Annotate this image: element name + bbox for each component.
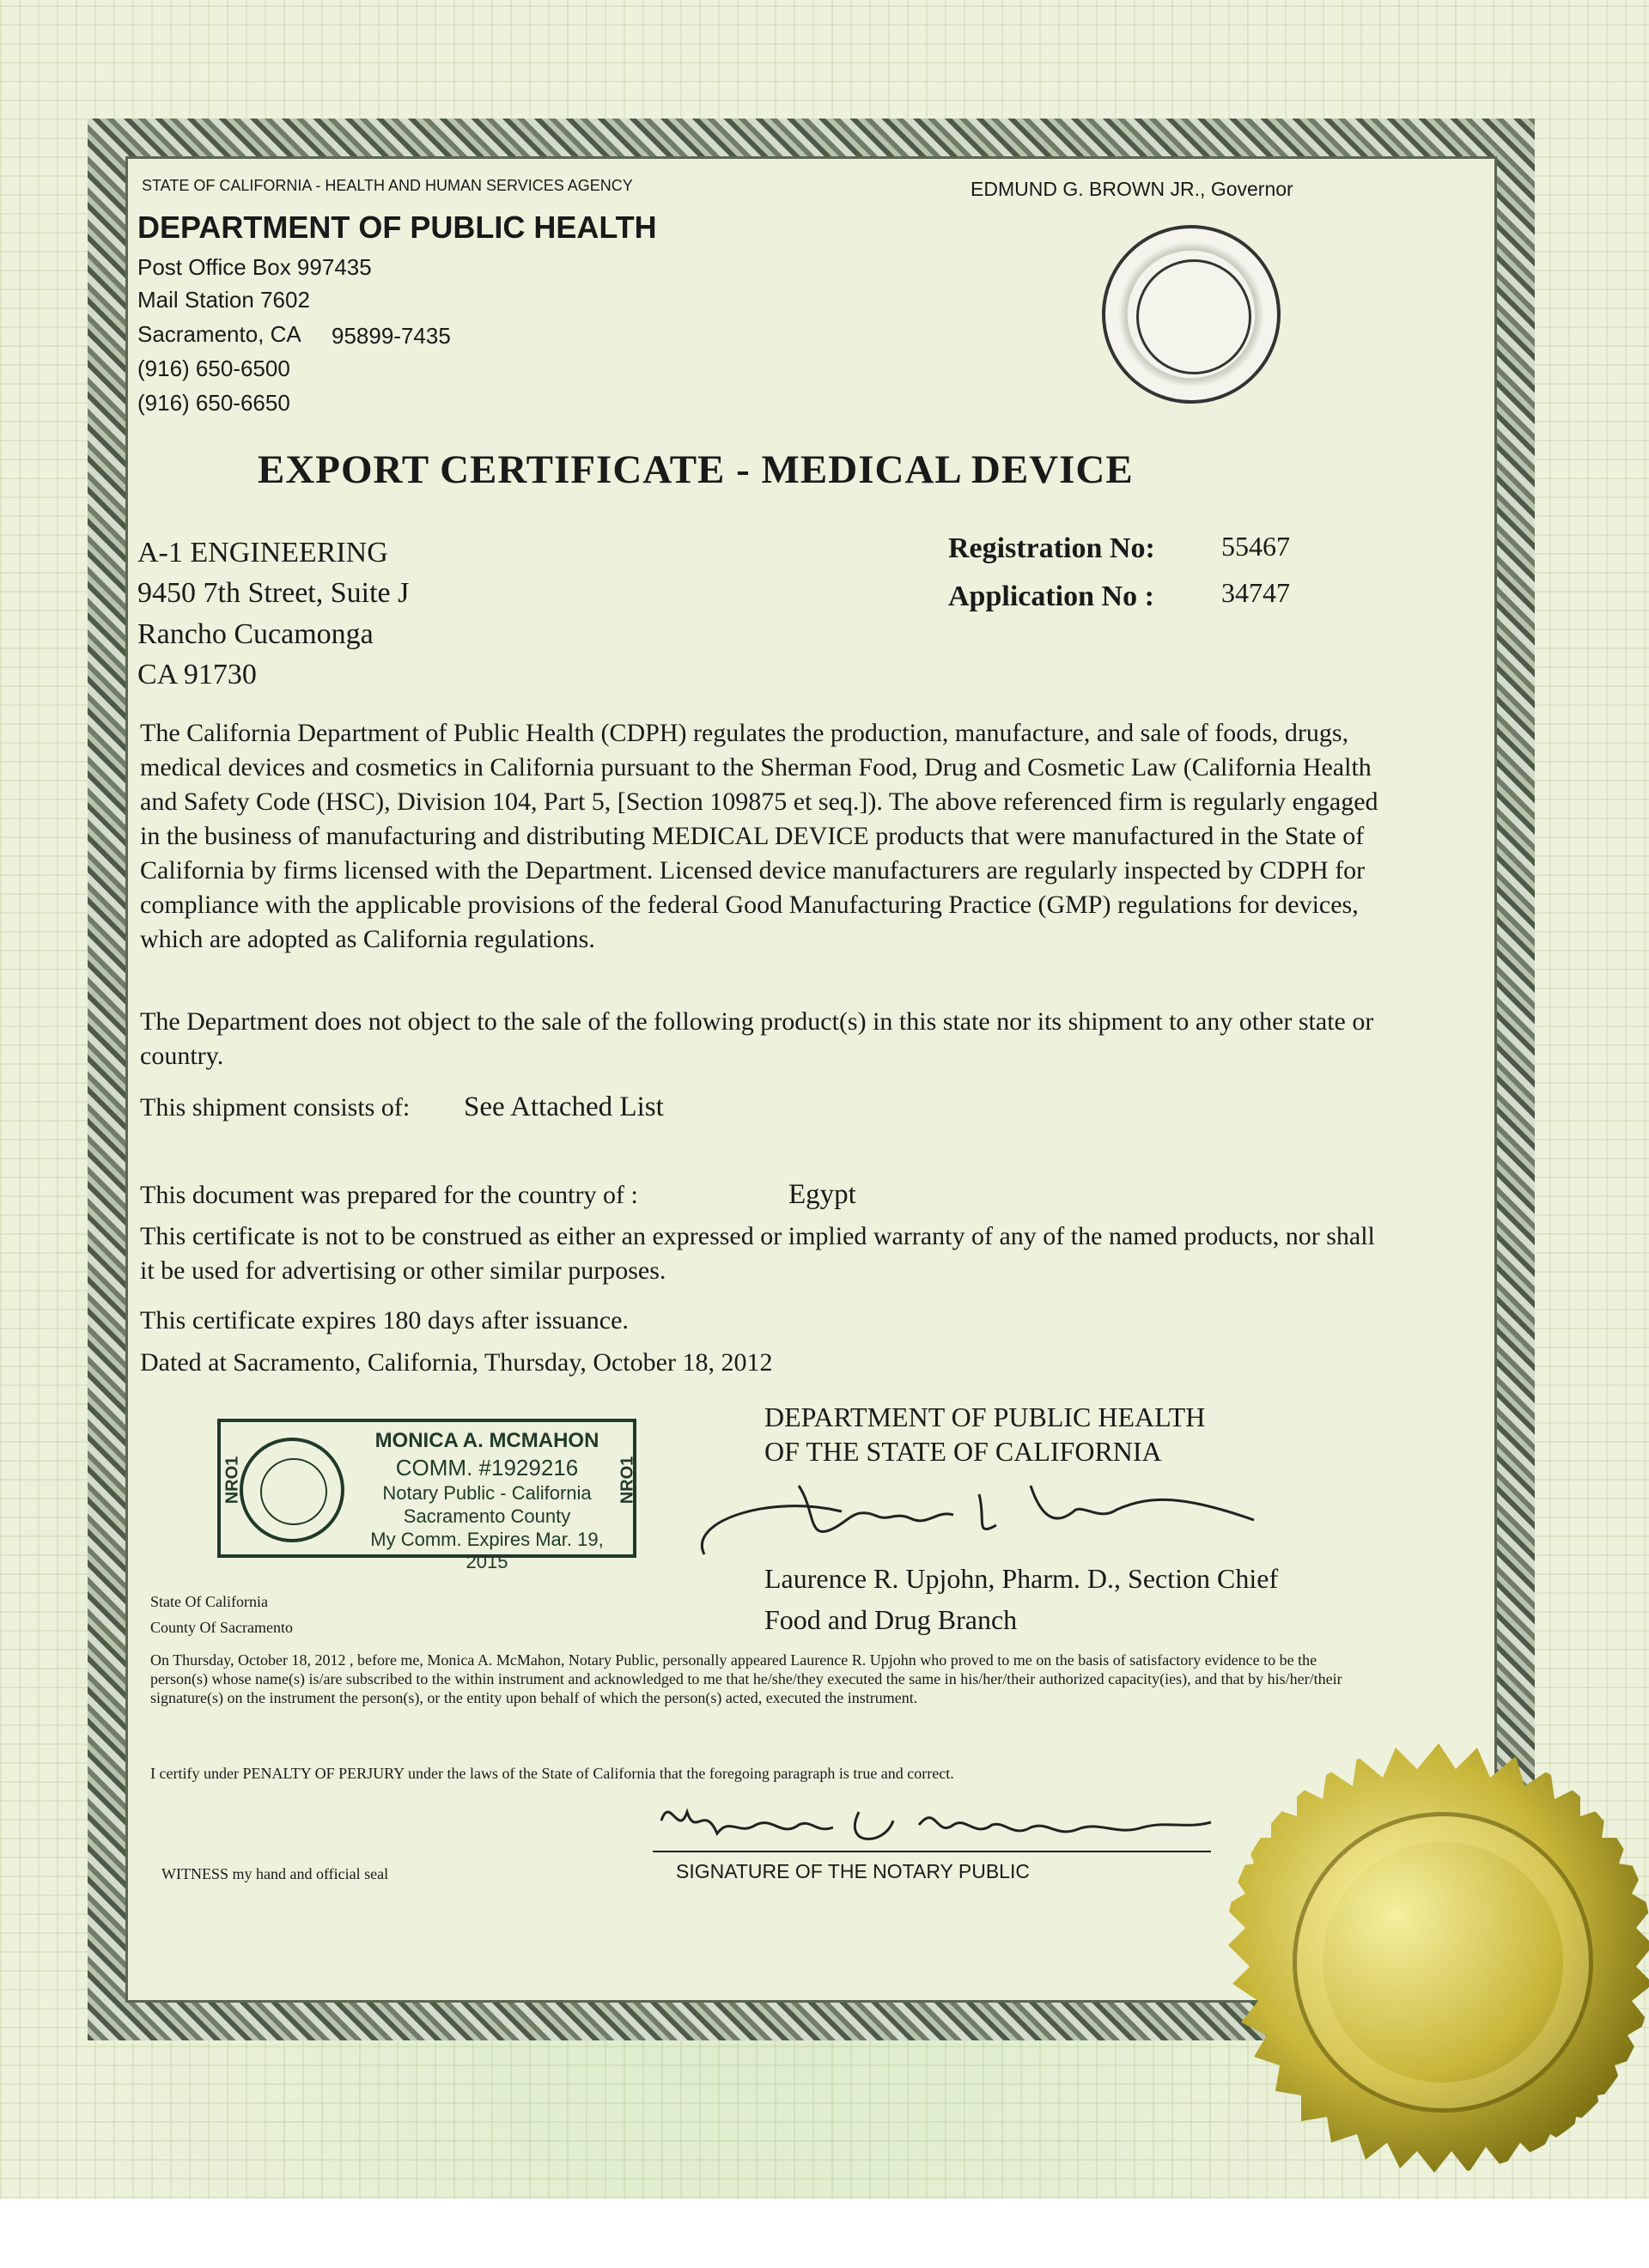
notary-stamp (217, 1419, 637, 1572)
phone-1: (916) 650-6500 (137, 356, 290, 381)
country-value: Egypt (788, 1179, 856, 1210)
registration-label: Registration No: (948, 532, 1155, 564)
address-city: Sacramento, CA (137, 321, 301, 347)
warranty-paragraph: This certificate is not to be construed as either an expressed or implied warranty of any of the named products, nor shall it be used for advertising or other similar purposes. (140, 1222, 1375, 1285)
stamp-expires: My Comm. Expires Mar. 19, 2015 (370, 1529, 604, 1572)
notary-county: County Of Sacramento (150, 1619, 293, 1636)
chief-signature (670, 1460, 1271, 1572)
shipment-value: See Attached List (464, 1091, 664, 1122)
regulation-paragraph: The California Department of Public Health (CDPH) regulates the production, manufacture, and sale of foods, drugs, medical devices and cosmetics in California pursuant to the Sherman Food, Drug and Cosmetic Law (California Health and Safety Code (HSC), Division 104, Part 5, [Section 109875 et seq.]). The above referenced firm is regularly engaged in the business of manufacturing and distributing MEDICAL DEVICE products that were manufactured in the State of California by firms licensed with the Department. Licensed device manufacturers are regularly inspected by CDPH for compliance with the applicable provisions of the federal Good Manufacturing Practice (GMP) regulations for devices, which are adopted as California regulations. (140, 719, 1378, 953)
notary-signature-line (653, 1851, 1211, 1852)
signatory-branch: Food and Drug Branch (764, 1604, 1018, 1635)
stamp-comm: COMM. #1929216 (395, 1455, 579, 1481)
notary-seal-icon (240, 1438, 344, 1542)
address-zip: 95899-7435 (332, 323, 451, 349)
stamp-role: Notary Public - California (382, 1482, 592, 1504)
stamp-code-left: NRO1 (222, 1456, 242, 1505)
stamp-county: Sacramento County (403, 1505, 571, 1527)
no-objection-paragraph: The Department does not object to the sale of the following product(s) in this state nor its shipment to any other state or country. (140, 1007, 1374, 1070)
company-city: Rancho Cucamonga (137, 618, 374, 650)
company-name: A-1 ENGINEERING (137, 537, 388, 569)
shipment-label: This shipment consists of: (140, 1093, 411, 1122)
governor-line: EDMUND G. BROWN JR., Governor (971, 178, 1293, 200)
application-label: Application No : (948, 581, 1154, 612)
country-label: This document was prepared for the country of : (140, 1181, 638, 1209)
company-state-zip: CA 91730 (137, 659, 257, 690)
stamp-name: MONICA A. MCMAHON (374, 1429, 599, 1452)
signatory-dept-2: OF THE STATE OF CALIFORNIA (764, 1436, 1162, 1467)
company-street: 9450 7th Street, Suite J (137, 577, 410, 609)
signatory-dept-1: DEPARTMENT OF PUBLIC HEALTH (764, 1402, 1206, 1432)
certificate-title: EXPORT CERTIFICATE - MEDICAL DEVICE (258, 447, 1134, 492)
state-seal-icon (1102, 225, 1281, 404)
signatory-name: Laurence R. Upjohn, Pharm. D., Section Chief (764, 1563, 1279, 1594)
registration-number: 55467 (1221, 531, 1290, 562)
dated-line: Dated at Sacramento, California, Thursday, October 18, 2012 (140, 1348, 773, 1377)
notary-acknowledgment: On Thursday, October 18, 2012 , before me, Monica A. McMahon, Notary Public, personally appeared Laurence R. Upjohn who proved to me on the basis of satisfactory evidence to be the person(s) whose name(s) is/are subscribed to the within instrument and acknowledged to me that he/she/they executed the same in his/her/their authorized capacity(ies), and that by his/her/their signature(s) on the instrument the person(s), or the entity upon behalf of which the person(s) acted, executed the instrument. (150, 1651, 1342, 1706)
notary-signature-label: SIGNATURE OF THE NOTARY PUBLIC (676, 1860, 1030, 1882)
stamp-code-right: NRO1 (618, 1456, 637, 1505)
expiry-line: This certificate expires 180 days after issuance. (140, 1306, 629, 1335)
application-number: 34747 (1221, 577, 1290, 608)
decorative-border (88, 119, 1535, 2040)
address-po-box: Post Office Box 997435 (137, 254, 372, 280)
department-heading: DEPARTMENT OF PUBLIC HEALTH (137, 210, 657, 245)
notary-signature (653, 1786, 1220, 1855)
witness-line: WITNESS my hand and official seal (161, 1865, 389, 1882)
perjury-statement: I certify under PENALTY OF PERJURY under the laws of the State of California that the foregoing paragraph is true and correct. (150, 1765, 954, 1782)
phone-2: (916) 650-6650 (137, 390, 290, 416)
notary-state: State Of California (150, 1593, 268, 1610)
gold-seal-inner (1293, 1812, 1593, 2113)
address-mail-station: Mail Station 7602 (137, 287, 310, 313)
agency-line: STATE OF CALIFORNIA - HEALTH AND HUMAN SERVICES AGENCY (142, 177, 633, 194)
